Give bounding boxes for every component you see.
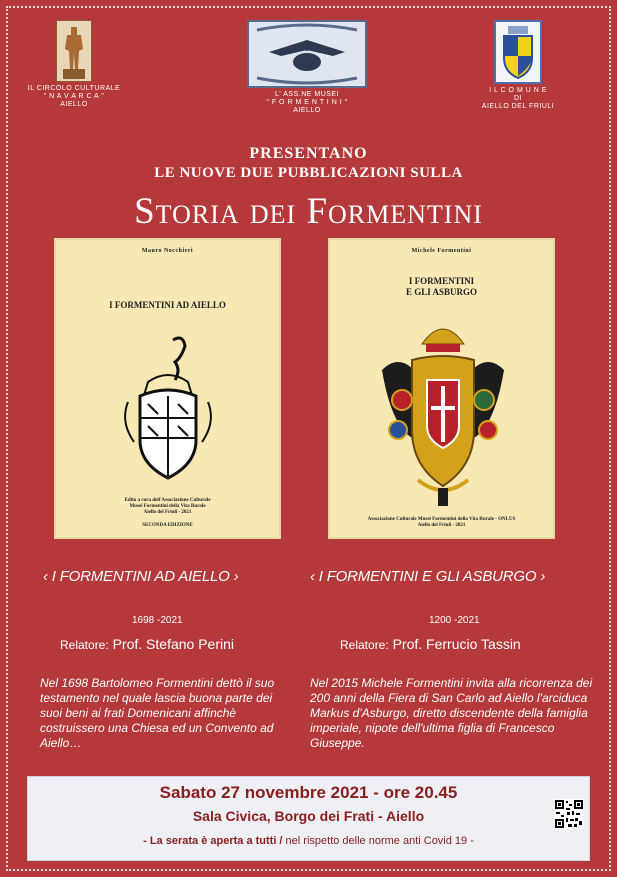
event-venue: Sala Civica, Borgo dei Frati - Aiello [192, 808, 425, 824]
book2-relatore-label: Relatore: [340, 638, 389, 652]
book2-footer-line1: Associazione Culturale Musei Formentini della Vita Rurale - ONLUS [367, 517, 516, 522]
book1-years: 1698 -2021 [132, 615, 183, 626]
book2-title-line1: I FORMENTINI [408, 276, 475, 286]
page-title: Storia dei Formentini [134, 191, 483, 232]
logo-circolo-navarca [26, 20, 122, 109]
book2-relatore [340, 636, 521, 652]
book1-footer-line2: Musei Formentini della Vita Rurale [129, 504, 206, 509]
coat-of-arms-icon [494, 20, 542, 84]
book1-cover-footer [56, 498, 279, 516]
book2-title: ‹ I FORMENTINI E GLI ASBURGO › [310, 568, 546, 585]
logo-mid-line2: " F O R M E N T I N I " [266, 99, 348, 106]
event-note-bold: - La serata è aperta a tutti / [143, 835, 283, 847]
eagle-emblem-icon [247, 20, 367, 88]
book2-cover-footer [330, 517, 553, 529]
event-note-rest: nel rispetto delle norme anti Covid 19 - [282, 835, 474, 847]
book1-relatore [60, 636, 234, 652]
book1-description: Nel 1698 Bartolomeo Formentini dettò il suo testamento nel quale lascia buona parte dei suoi beni ai frati Domenicani affinchè costruissero una Chiesa ed un Convento ad Aiello… [40, 676, 275, 750]
book2-years: 1200 -2021 [429, 615, 480, 626]
logo-mid-line1: L' ASS.NE MUSEI [274, 91, 340, 98]
book-cover-formentini-e-gli-asburgo [328, 238, 555, 539]
book2-description: Nel 2015 Michele Formentini invita alla ricorrenza dei 200 anni della Fiera di San Carlo ad Aiello l'arciduca Markus d'Asburgo, diretto discendente della famiglia imperiale, nipote dell'ultima figlia di Francesco Giuseppe. [310, 676, 593, 750]
book1-cover-title: I FORMENTINI AD AIELLO [109, 300, 226, 310]
book1-title: ‹ I FORMENTINI AD AIELLO › [43, 568, 239, 585]
logo-right-line3: AIELLO DEL FRIULI [481, 103, 555, 110]
book1-cover-edition: SECONDA EDIZIONE [142, 523, 193, 528]
event-info-panel [27, 776, 590, 861]
logo-left-line3: AIELLO [60, 101, 88, 108]
event-note [28, 835, 589, 847]
subtitle-heading: LE NUOVE DUE PUBBLICAZIONI SULLA [154, 165, 463, 181]
book-cover-formentini-ad-aiello [54, 238, 281, 539]
book1-relatore-label: Relatore: [60, 638, 109, 652]
logo-comune-aiello [470, 20, 566, 111]
logo-right-line1: I L C O M U N E [489, 87, 547, 94]
book2-footer-line2: Aiello del Friuli - 2021 [417, 523, 466, 528]
event-date: Sabato 27 novembre 2021 - ore 20.45 [159, 783, 458, 802]
logo-mid-line3: AIELLO [293, 107, 321, 114]
statue-icon [56, 20, 92, 82]
logo-left-line2: " N A V A R C A " [43, 93, 105, 100]
book2-cover-title [330, 276, 553, 298]
book2-cover-author: Michele Formentini [411, 248, 472, 254]
book1-footer-line3: Aiello del Friuli - 2021 [143, 510, 192, 515]
shield-crest-icon [118, 332, 218, 487]
imperial-double-eagle-icon [372, 310, 514, 515]
book2-title-line2: E GLI ASBURGO [405, 287, 478, 297]
book1-cover-author: Mauro Nocchieri [141, 248, 194, 254]
qr-code-icon[interactable] [554, 799, 584, 829]
logo-musei-formentini [246, 20, 368, 115]
book1-relatore-name: Prof. Stefano Perini [112, 636, 234, 652]
book1-footer-line1: Edito a cura dell'Associazione Culturale [124, 498, 211, 503]
presentano-heading: PRESENTANO [249, 145, 368, 162]
logo-right-line2: DI [514, 95, 522, 102]
book2-relatore-name: Prof. Ferrucio Tassin [392, 636, 521, 652]
logo-left-line1: IL CIRCOLO CULTURALE [27, 85, 121, 92]
